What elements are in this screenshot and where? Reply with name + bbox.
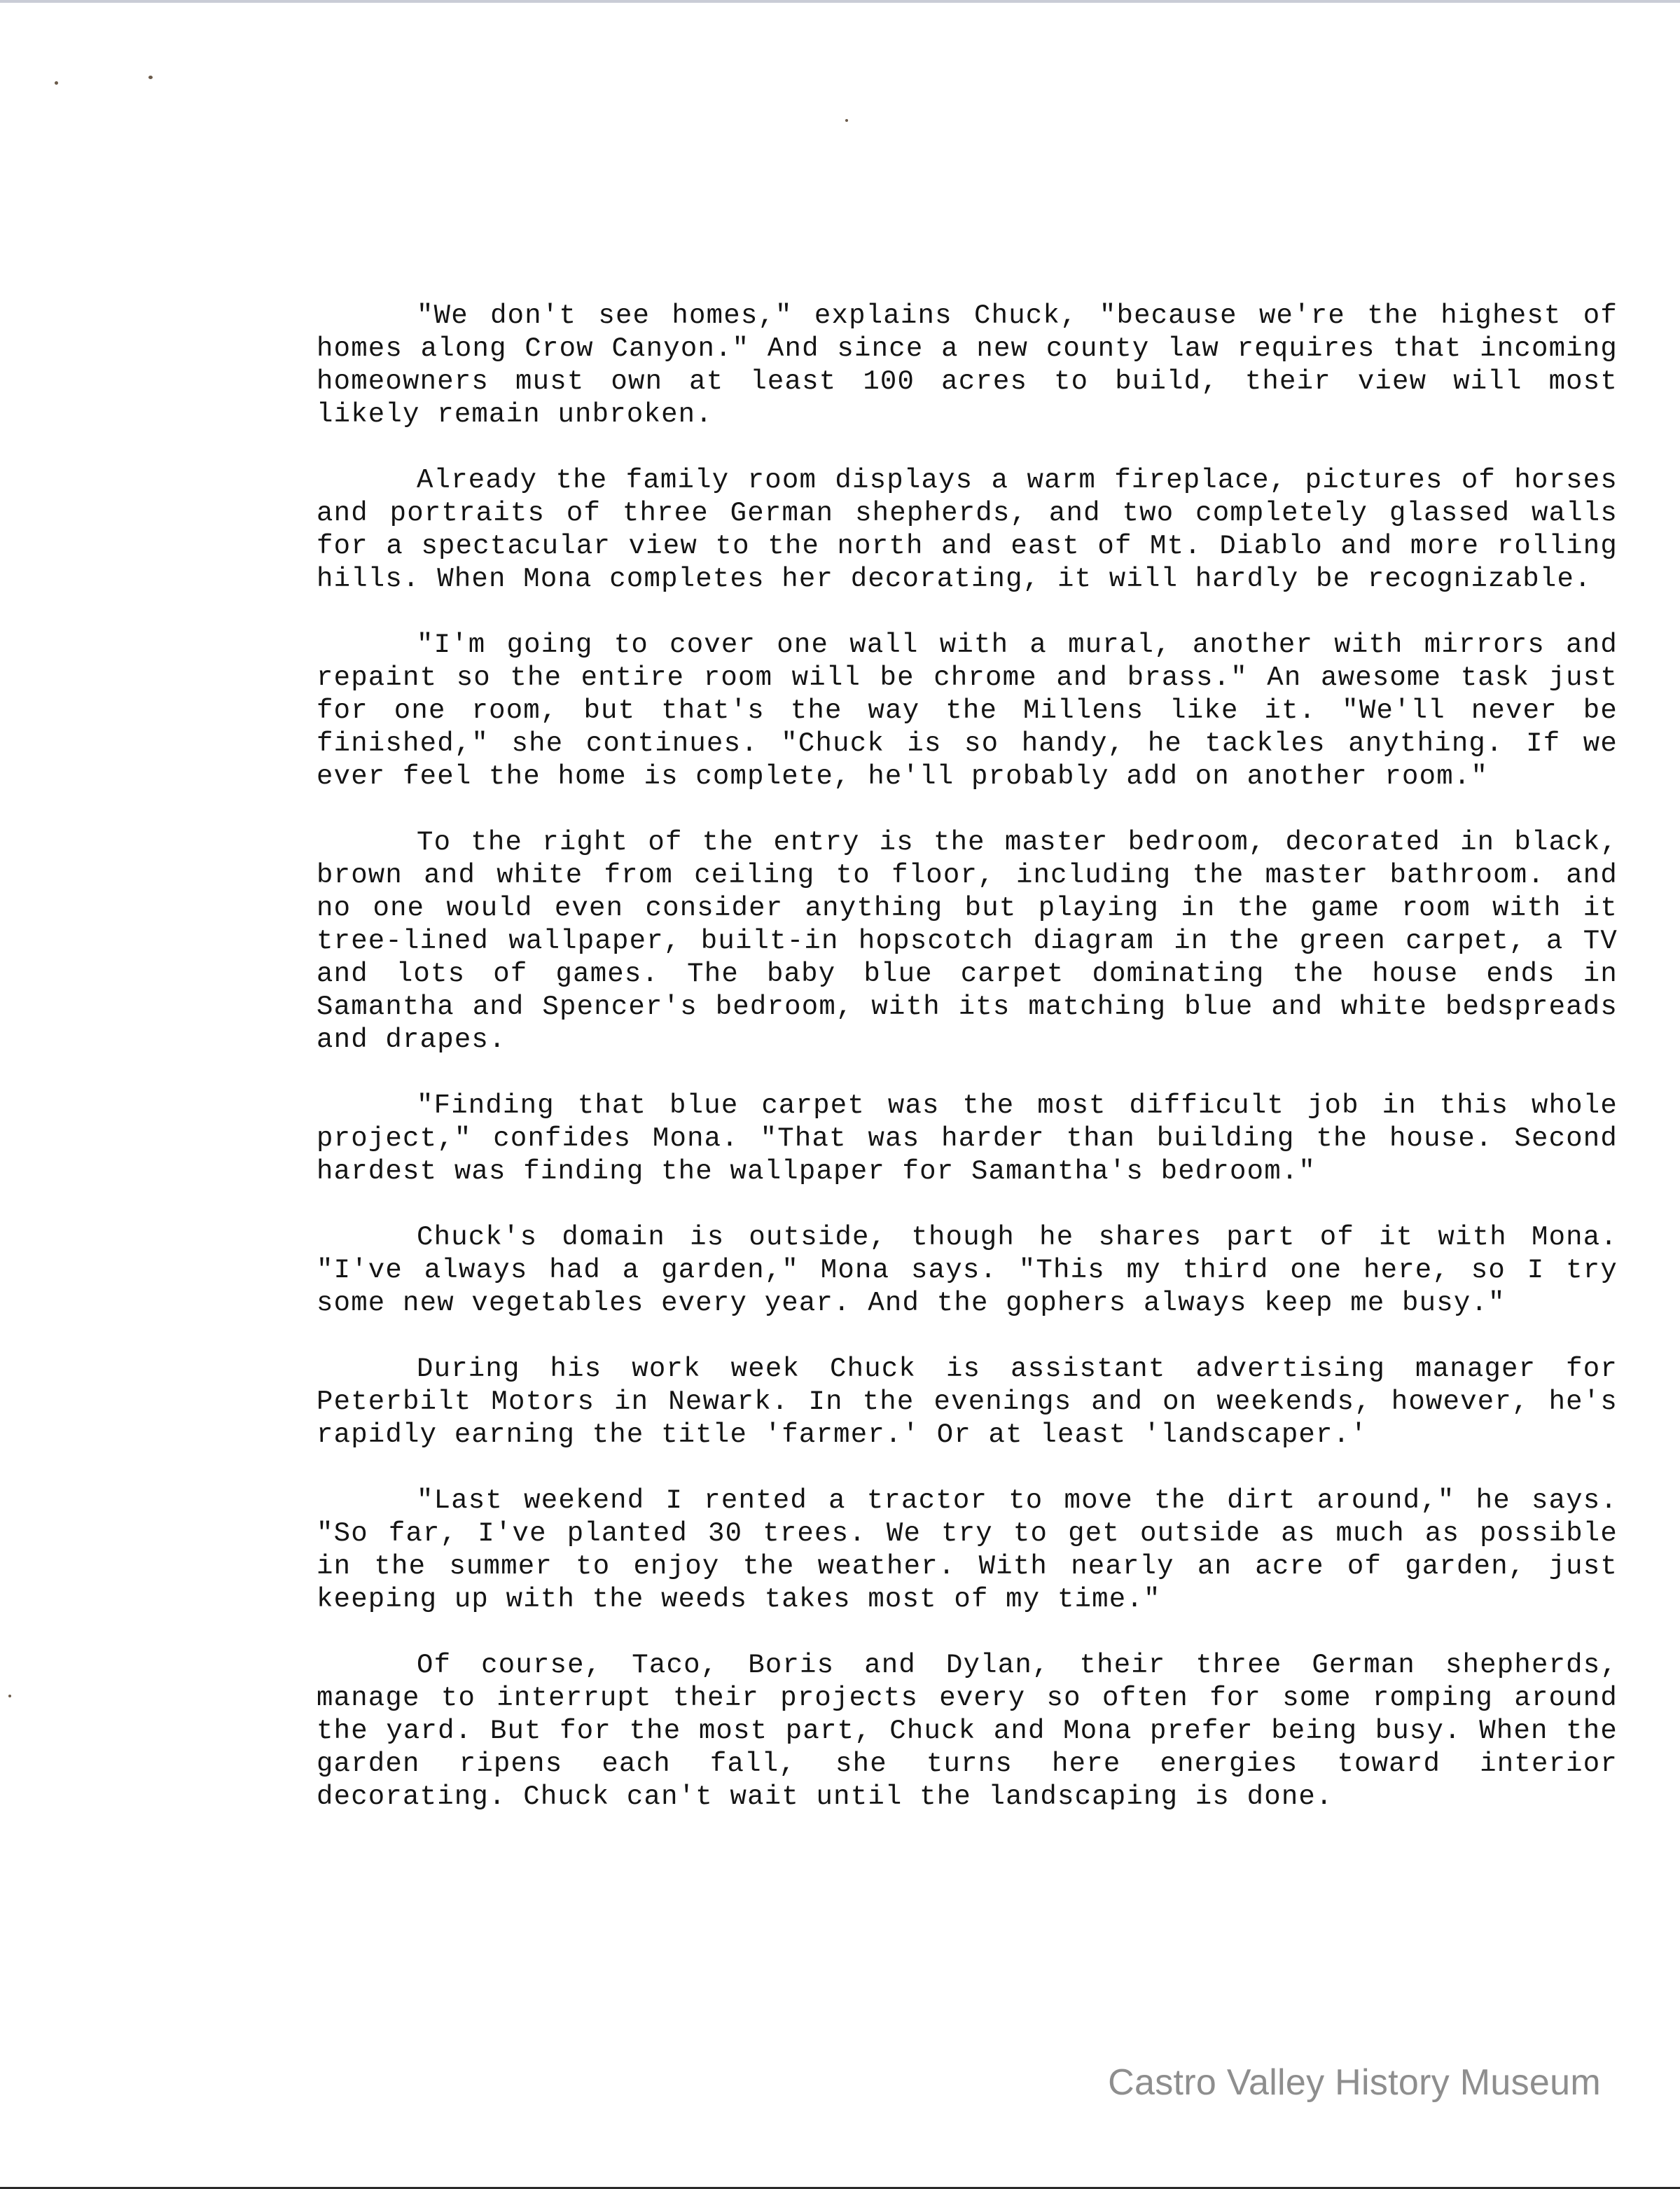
- scan-speck: [148, 76, 153, 79]
- scan-speck: [55, 81, 58, 85]
- paragraph: "We don't see homes," explains Chuck, "because we're the highest of homes along Crow Canyon." And since a new county law requires that incoming homeowners must own at least 100 acres to build, their view will most likely remain unbroken.: [317, 300, 1618, 430]
- paragraph: To the right of the entry is the master bedroom, decorated in black, brown and white from ceiling to floor, including the master bathroom. and no one would even consider anything but playing in the game room with it tree-lined wallpaper, built-in hopscotch diagram in the green carpet, a TV and lots of games. The baby blue carpet dominating the house ends in Samantha and Spencer's bedroom, with its matching blue and white bedspreads and drapes.: [317, 827, 1618, 1055]
- scan-speck: [8, 1695, 11, 1697]
- paragraph: Already the family room displays a warm fireplace, pictures of horses and portraits of three German shepherds, and two completely glassed walls for a spectacular view to the north and east of Mt. Diablo and more rolling hills. When Mona completes her decorating, it will hardly be recognizable.: [317, 465, 1618, 595]
- paragraph: "Last weekend I rented a tractor to move the dirt around," he says. "So far, I've planted 30 trees. We try to get outside as much as possible in the summer to enjoy the weather. With nearly an acre of garden, just keeping up with the weeds takes most of my time.": [317, 1485, 1618, 1615]
- scan-speck: [845, 119, 848, 122]
- scan-top-edge: [0, 0, 1680, 3]
- paragraph: Chuck's domain is outside, though he shares part of it with Mona. "I've always had a garden," Mona says. "This my third one here, so I try some new vegetables every year. And the gophers always keep me busy.": [317, 1222, 1618, 1319]
- museum-watermark: Castro Valley History Museum: [1108, 2062, 1601, 2103]
- article-body: [317, 300, 1618, 1814]
- paragraph: "Finding that blue carpet was the most difficult job in this whole project," confides Mona. "That was harder than building the house. Second hardest was finding the wallpaper for Samantha's bedroom.": [317, 1090, 1618, 1187]
- paragraph: Of course, Taco, Boris and Dylan, their three German shepherds, manage to interrupt their projects every so often for some romping around the yard. But for the most part, Chuck and Mona prefer being busy. When the garden ripens each fall, she turns here energies toward interior decorating. Chuck can't wait until the landscaping is done.: [317, 1650, 1618, 1812]
- paragraph: "I'm going to cover one wall with a mural, another with mirrors and repaint so the entire room will be chrome and brass." An awesome task just for one room, but that's the way the Millens like it. "We'll never be finished," she continues. "Chuck is so handy, he tackles anything. If we ever feel the home is complete, he'll probably add on another room.": [317, 630, 1618, 792]
- paragraph: During his work week Chuck is assistant advertising manager for Peterbilt Motors in Newark. In the evenings and on weekends, however, he's rapidly earning the title 'farmer.' Or at least 'landscaper.': [317, 1354, 1618, 1450]
